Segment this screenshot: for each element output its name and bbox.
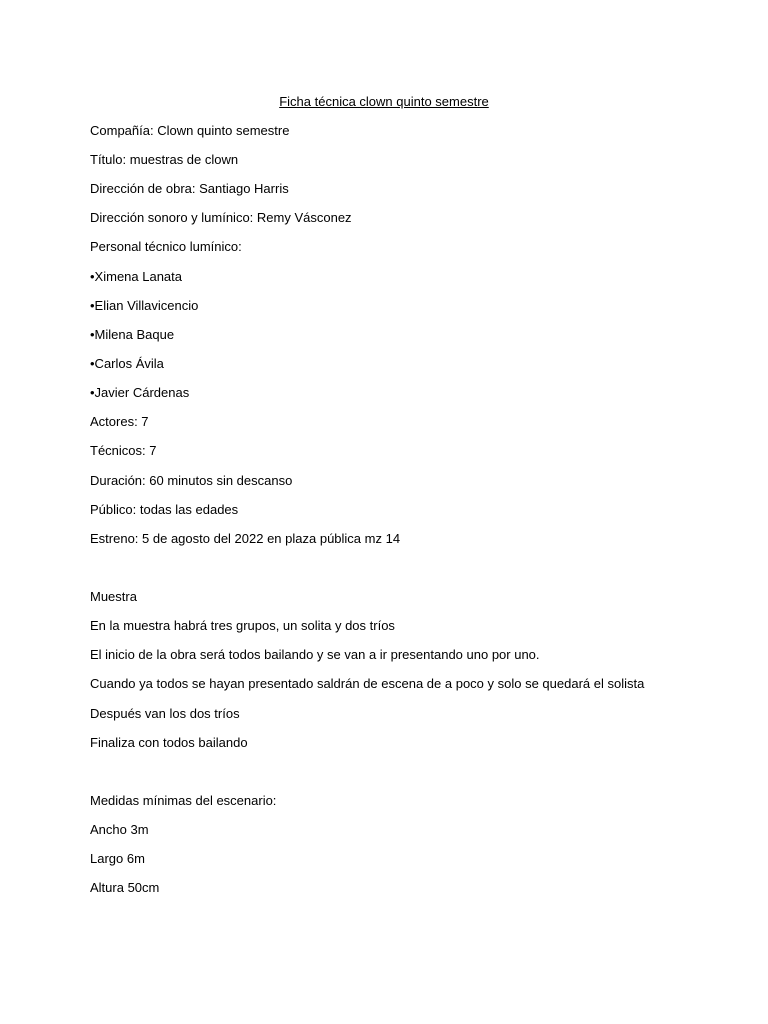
document-title: Ficha técnica clown quinto semestre bbox=[279, 94, 489, 109]
stage-length-line: Largo 6m bbox=[90, 851, 145, 866]
audience-line: Público: todas las edades bbox=[90, 502, 239, 517]
staff-list-item: •Ximena Lanata bbox=[90, 269, 183, 284]
staff-list-item: •Javier Cárdenas bbox=[90, 385, 190, 400]
muestra-line: Finaliza con todos bailando bbox=[90, 735, 248, 750]
muestra-line: Después van los dos tríos bbox=[90, 706, 240, 721]
muestra-line: Cuando ya todos se hayan presentado saldrán de escena de a poco y solo se quedará el solista bbox=[90, 676, 645, 691]
muestra-heading: Muestra bbox=[90, 589, 137, 604]
staff-list-item: •Elian Villavicencio bbox=[90, 298, 199, 313]
stage-width-line: Ancho 3m bbox=[90, 822, 149, 837]
title-line: Título: muestras de clown bbox=[90, 152, 239, 167]
staff-list-item: •Carlos Ávila bbox=[90, 356, 164, 371]
staff-list-item: •Milena Baque bbox=[90, 327, 175, 342]
technical-staff-heading: Personal técnico lumínico: bbox=[90, 239, 242, 254]
premiere-line: Estreno: 5 de agosto del 2022 en plaza pública mz 14 bbox=[90, 531, 401, 546]
muestra-line: En la muestra habrá tres grupos, un solita y dos tríos bbox=[90, 618, 395, 633]
director-line: Dirección de obra: Santiago Harris bbox=[90, 181, 289, 196]
stage-measures-heading: Medidas mínimas del escenario: bbox=[90, 793, 277, 808]
duration-line: Duración: 60 minutos sin descanso bbox=[90, 473, 293, 488]
company-line: Compañía: Clown quinto semestre bbox=[90, 123, 290, 138]
sound-light-director-line: Dirección sonoro y lumínico: Remy Vásconez bbox=[90, 210, 352, 225]
technicians-line: Técnicos: 7 bbox=[90, 443, 157, 458]
stage-height-line: Altura 50cm bbox=[90, 880, 160, 895]
actors-line: Actores: 7 bbox=[90, 414, 149, 429]
muestra-line: El inicio de la obra será todos bailando y se van a ir presentando uno por uno. bbox=[90, 647, 540, 662]
